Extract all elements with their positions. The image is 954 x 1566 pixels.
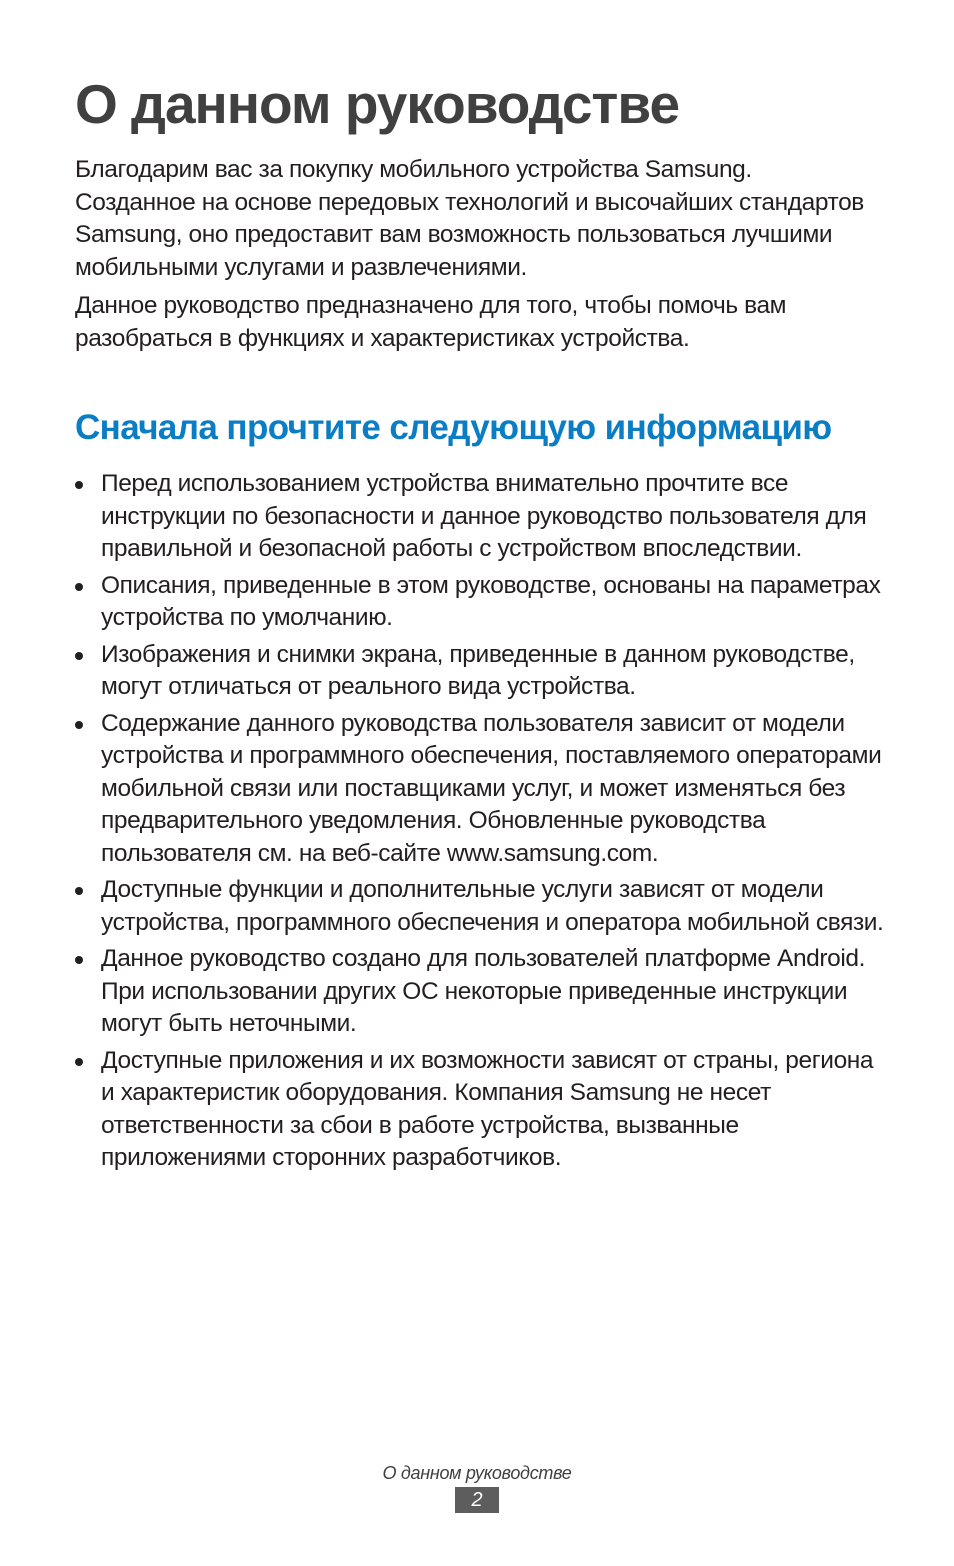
list-item (75, 874, 885, 939)
list-item-text: Доступные функции и дополнительные услуги зависят от модели устройства, программного обеспечения и оператора мобильной связи. (101, 876, 884, 936)
bullet-dot-icon (75, 956, 83, 964)
footer-caption: О данном руководстве (382, 1463, 572, 1483)
intro-paragraph: Благодарим вас за покупку мобильного устройства Samsung. Созданное на основе передовых технологий и высочайших стандартов Samsung, оно предоставит вам возможность пользоваться лучшими мобильными услугами и развлечениями. (75, 156, 864, 281)
bullet-dot-icon (75, 481, 83, 489)
intro-section (75, 154, 875, 361)
bullet-list (75, 468, 885, 1179)
list-item-text: Изображения и снимки экрана, приведенные в данном руководстве, могут отличаться от реального вида устройства. (101, 640, 855, 700)
list-item (75, 943, 885, 1041)
list-item (75, 1045, 885, 1175)
bullet-dot-icon (75, 721, 83, 729)
bullet-dot-icon (75, 583, 83, 591)
list-item-text: Доступные приложения и их возможности зависят от страны, региона и характеристик оборудования. Компания Samsung не несет ответственности за сбои в работе устройства, вызванные приложениями сторонних разработчиков. (101, 1046, 874, 1171)
bullet-dot-icon (75, 1058, 83, 1066)
page-title: О данном руководстве (75, 73, 680, 135)
intro-paragraph: Данное руководство предназначено для того, чтобы помочь вам разобраться в функциях и характеристиках устройства. (75, 292, 787, 352)
list-item (75, 708, 885, 871)
list-item-text: Перед использованием устройства внимательно прочтите все инструкции по безопасности и данное руководство пользователя для правильной и безопасной работы с устройством впоследствии. (101, 470, 867, 562)
list-item-text: Содержание данного руководства пользователя зависит от модели устройства и программного обеспечения, поставляемого операторами мобильной связи или поставщиками услуг, и может изменяться без предварительного уведомления. Обновленные руководства пользователя см. на веб-сайте www.samsung.com. (101, 709, 882, 867)
section-heading: Сначала прочтите следующую информацию (75, 408, 832, 447)
page-footer (0, 1462, 954, 1513)
list-item (75, 570, 885, 635)
list-item-text: Описания, приведенные в этом руководстве, основаны на параметрах устройства по умолчанию. (101, 571, 881, 631)
bullet-dot-icon (75, 887, 83, 895)
page-number-badge: 2 (455, 1487, 499, 1513)
list-item (75, 468, 885, 566)
list-item-text: Данное руководство создано для пользователей платформе Android. При использовании других ОС некоторые приведенные инструкции могут быть неточными. (101, 945, 866, 1037)
list-item (75, 639, 885, 704)
bullet-dot-icon (75, 652, 83, 660)
